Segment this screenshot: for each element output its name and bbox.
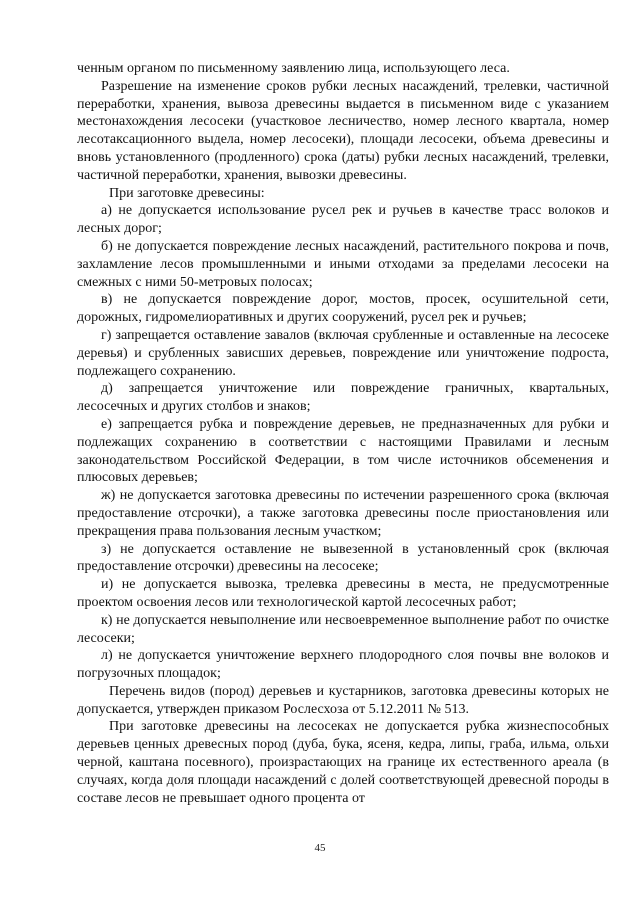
list-item-e: е) запрещается рубка и повреждение деревьев, не предназначенных для рубки и подлежащих сохранению в соответствии с настоящими Правилами и лесным законодательством Российской Федерации, в том числе источников обсеменения и плюсовых деревьев; [77, 416, 609, 486]
list-item-g: г) запрещается оставление завалов (включая срубленные и оставленные на лесосеке деревья) и срубленных зависших деревьев, повреждение или уничтожение подроста, подлежащего сохранению. [77, 327, 609, 379]
paragraph-harvest-intro: При заготовке древесины: [109, 185, 265, 201]
list-item-z: з) не допускается оставление не вывезенной в установленный срок (включая предоставление отсрочки) древесины на лесосеке; [77, 541, 609, 575]
list-item-i: и) не допускается вывозка, трелевка древесины в места, не предусмотренные проектом освоения лесов или технологической картой лесосечных работ; [77, 577, 609, 610]
body-text [77, 60, 609, 807]
paragraph-permit-change: Разрешение на изменение сроков рубки лесных насаждений, трелевки, частичной переработки, хранения, вывоза древесины выдается в письменном виде с указанием местонахождения лесосеки (участковое лесничество, номер лесного квартала, номер лесотаксационного выдела, номер лесосеки), площади лесосеки, объема древесины и вновь установленного (продленного) срока (даты) рубки лесных насаждений, трелевки, частичной переработки, хранения, вывозки древесины. [77, 78, 609, 183]
list-item-zh: ж) не допускается заготовка древесины по истечении разрешенного срока (включая предоставление отсрочки), а также заготовка древесины после приостановления или прекращения права пользования лесным участком; [77, 488, 609, 539]
list-item-d: д) запрещается уничтожение или повреждение граничных, квартальных, лесосечных и других столбов и знаков; [77, 381, 609, 415]
paragraph-species-list: Перечень видов (пород) деревьев и кустарников, заготовка древесины которых не допускается, утвержден приказом Рослесхоза от 5.12.2011 № 513. [77, 683, 609, 717]
paragraph-continuation: ченным органом по письменному заявлению лица, использующего леса. [77, 61, 510, 76]
list-item-v: в) не допускается повреждение дорог, мостов, просек, осушительной сети, дорожных, гидромелиоративных и других сооружений, русел рек и ручьев; [77, 292, 609, 326]
list-item-k: к) не допускается невыполнение или несвоевременное выполнение работ по очистке лесосеки; [77, 612, 609, 646]
list-item-b: б) не допускается повреждение лесных насаждений, растительного покрова и почв, захламление лесов промышленными и иными отходами за пределами лесосеки на смежных с ними 50-метровых полосах; [77, 238, 609, 290]
page-number: 45 [314, 842, 326, 854]
list-item-l: л) не допускается уничтожение верхнего плодородного слоя почвы вне волоков и погрузочных площадок; [77, 648, 609, 682]
list-item-a: а) не допускается использование русел рек и ручьев в качестве трасс волоков и лесных дорог; [77, 203, 609, 237]
paragraph-valuable-species: При заготовке древесины на лесосеках не допускается рубка жизнеспособных деревьев ценных древесных пород (дуба, бука, ясеня, кедра, липы, граба, ильма, ольхи черной, каштана посевного), произрастающих на границе их естественного ареала (в случаях, когда доля площади насаждений с долей соответствующей древесной породы в составе лесов не превышает одного процента от [77, 719, 609, 806]
